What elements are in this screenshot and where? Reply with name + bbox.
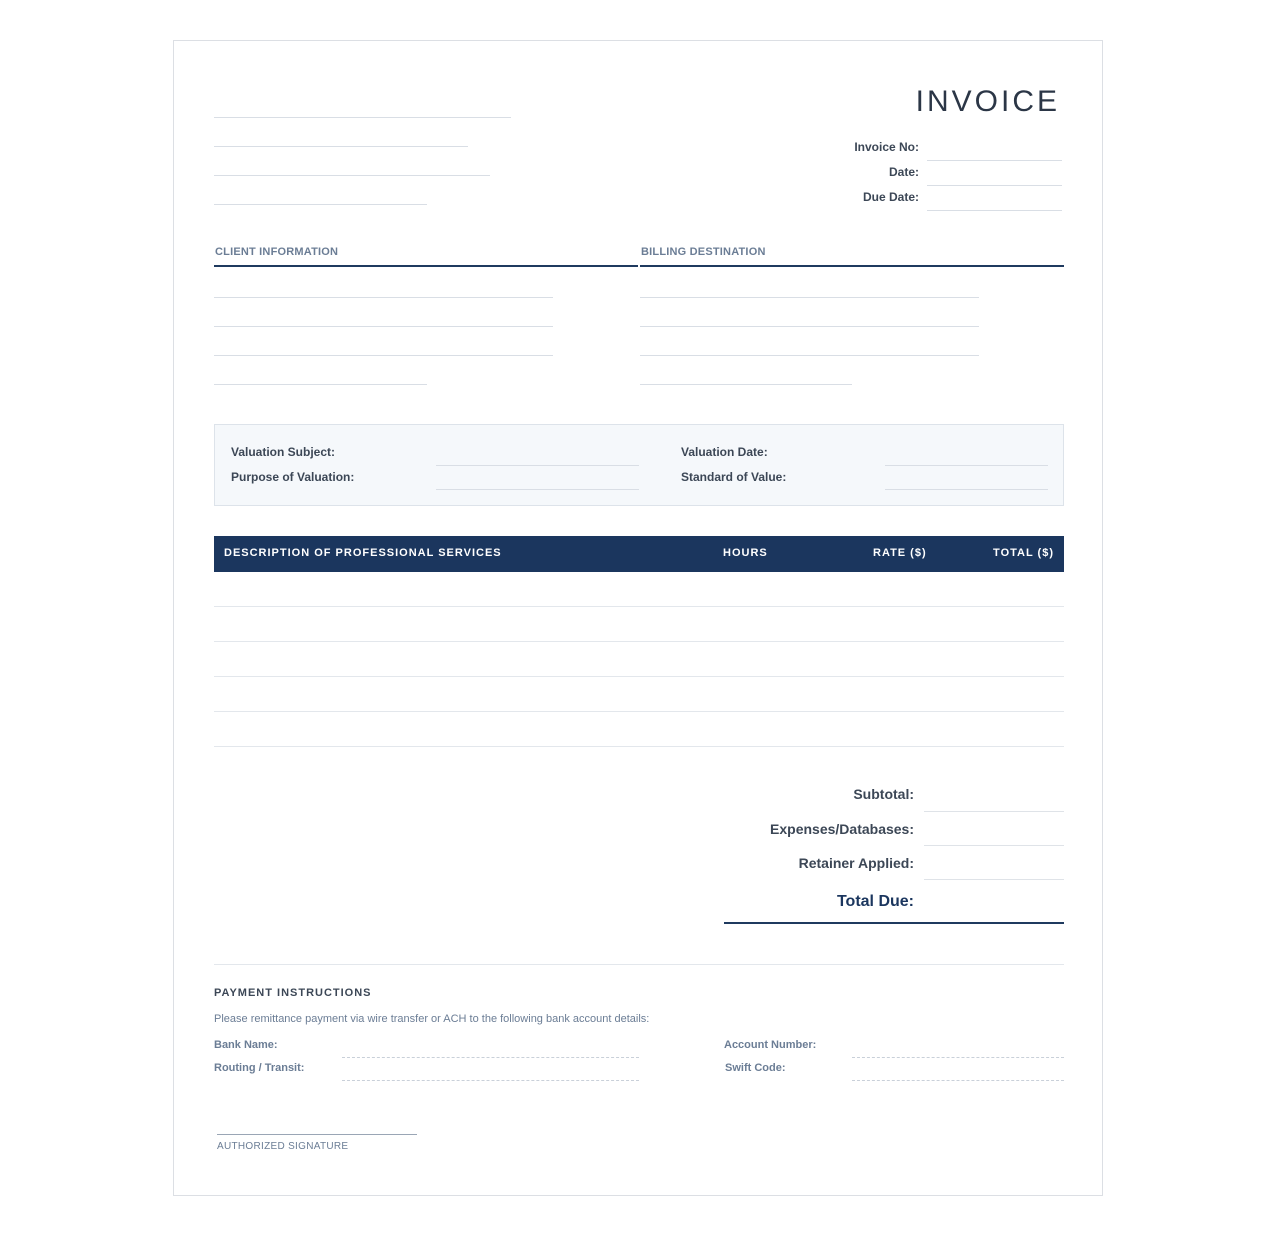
valuation-subject-label: Valuation Subject: <box>231 445 336 459</box>
valuation-details-box <box>214 424 1064 506</box>
standard-of-value-label: Standard of Value: <box>681 470 787 484</box>
total-due-label: Total Due: <box>836 893 914 910</box>
company-city-line[interactable] <box>214 175 490 176</box>
valuation-date-field[interactable] <box>885 465 1048 466</box>
payment-instructions-heading: PAYMENT INSTRUCTIONS <box>214 987 372 999</box>
expenses-label: Expenses/Databases: <box>770 821 914 837</box>
column-total: TOTAL ($) <box>993 547 1054 559</box>
retainer-field[interactable] <box>924 879 1064 880</box>
subtotal-field[interactable] <box>924 811 1064 812</box>
expenses-field[interactable] <box>924 845 1064 846</box>
invoice-no-field[interactable] <box>927 160 1062 161</box>
account-number-field[interactable] <box>852 1057 1064 1058</box>
services-table-header <box>214 536 1064 572</box>
routing-transit-label: Routing / Transit: <box>214 1062 305 1074</box>
table-row[interactable] <box>214 711 1064 712</box>
payment-instructions-note: Please remittance payment via wire transfer or ACH to the following bank account details: <box>214 1013 650 1025</box>
account-number-label: Account Number: <box>724 1039 817 1051</box>
table-row[interactable] <box>214 676 1064 677</box>
due-date-field[interactable] <box>927 210 1062 211</box>
table-row[interactable] <box>214 746 1064 747</box>
swift-code-field[interactable] <box>852 1080 1064 1081</box>
invoice-no-label: Invoice No: <box>854 140 919 154</box>
table-row[interactable] <box>214 606 1064 607</box>
column-rate: RATE ($) <box>873 547 927 559</box>
valuation-date-label: Valuation Date: <box>681 445 768 459</box>
authorized-signature-label: AUTHORIZED SIGNATURE <box>217 1141 349 1152</box>
client-line-1[interactable] <box>214 297 553 298</box>
client-information-heading: CLIENT INFORMATION <box>215 246 339 258</box>
signature-line[interactable] <box>217 1134 417 1135</box>
company-address-line[interactable] <box>214 146 468 147</box>
date-label: Date: <box>888 165 919 179</box>
bank-name-field[interactable] <box>342 1057 639 1058</box>
table-row[interactable] <box>214 641 1064 642</box>
company-contact-line[interactable] <box>214 204 427 205</box>
client-line-4[interactable] <box>214 384 427 385</box>
client-line-3[interactable] <box>214 355 553 356</box>
total-due-rule <box>724 922 1064 924</box>
billing-line-3[interactable] <box>640 355 979 356</box>
company-name-line[interactable] <box>214 117 511 118</box>
billing-line-2[interactable] <box>640 326 979 327</box>
invoice-title: INVOICE <box>915 85 1060 118</box>
payment-separator <box>214 964 1064 965</box>
due-date-label: Due Date: <box>862 190 919 204</box>
client-information-rule <box>214 265 638 267</box>
billing-line-1[interactable] <box>640 297 979 298</box>
standard-of-value-field[interactable] <box>885 489 1048 490</box>
billing-destination-heading: BILLING DESTINATION <box>641 246 766 258</box>
purpose-of-valuation-label: Purpose of Valuation: <box>231 470 355 484</box>
column-hours: HOURS <box>723 547 768 559</box>
retainer-label: Retainer Applied: <box>798 855 914 871</box>
column-description: DESCRIPTION OF PROFESSIONAL SERVICES <box>224 547 502 559</box>
subtotal-label: Subtotal: <box>853 786 914 802</box>
bank-name-label: Bank Name: <box>214 1039 278 1051</box>
routing-transit-field[interactable] <box>342 1080 639 1081</box>
purpose-of-valuation-field[interactable] <box>436 489 639 490</box>
billing-destination-rule <box>640 265 1064 267</box>
date-field[interactable] <box>927 185 1062 186</box>
valuation-subject-field[interactable] <box>436 465 639 466</box>
billing-line-4[interactable] <box>640 384 852 385</box>
client-line-2[interactable] <box>214 326 553 327</box>
swift-code-label: Swift Code: <box>725 1062 786 1074</box>
invoice-page <box>173 40 1103 1196</box>
